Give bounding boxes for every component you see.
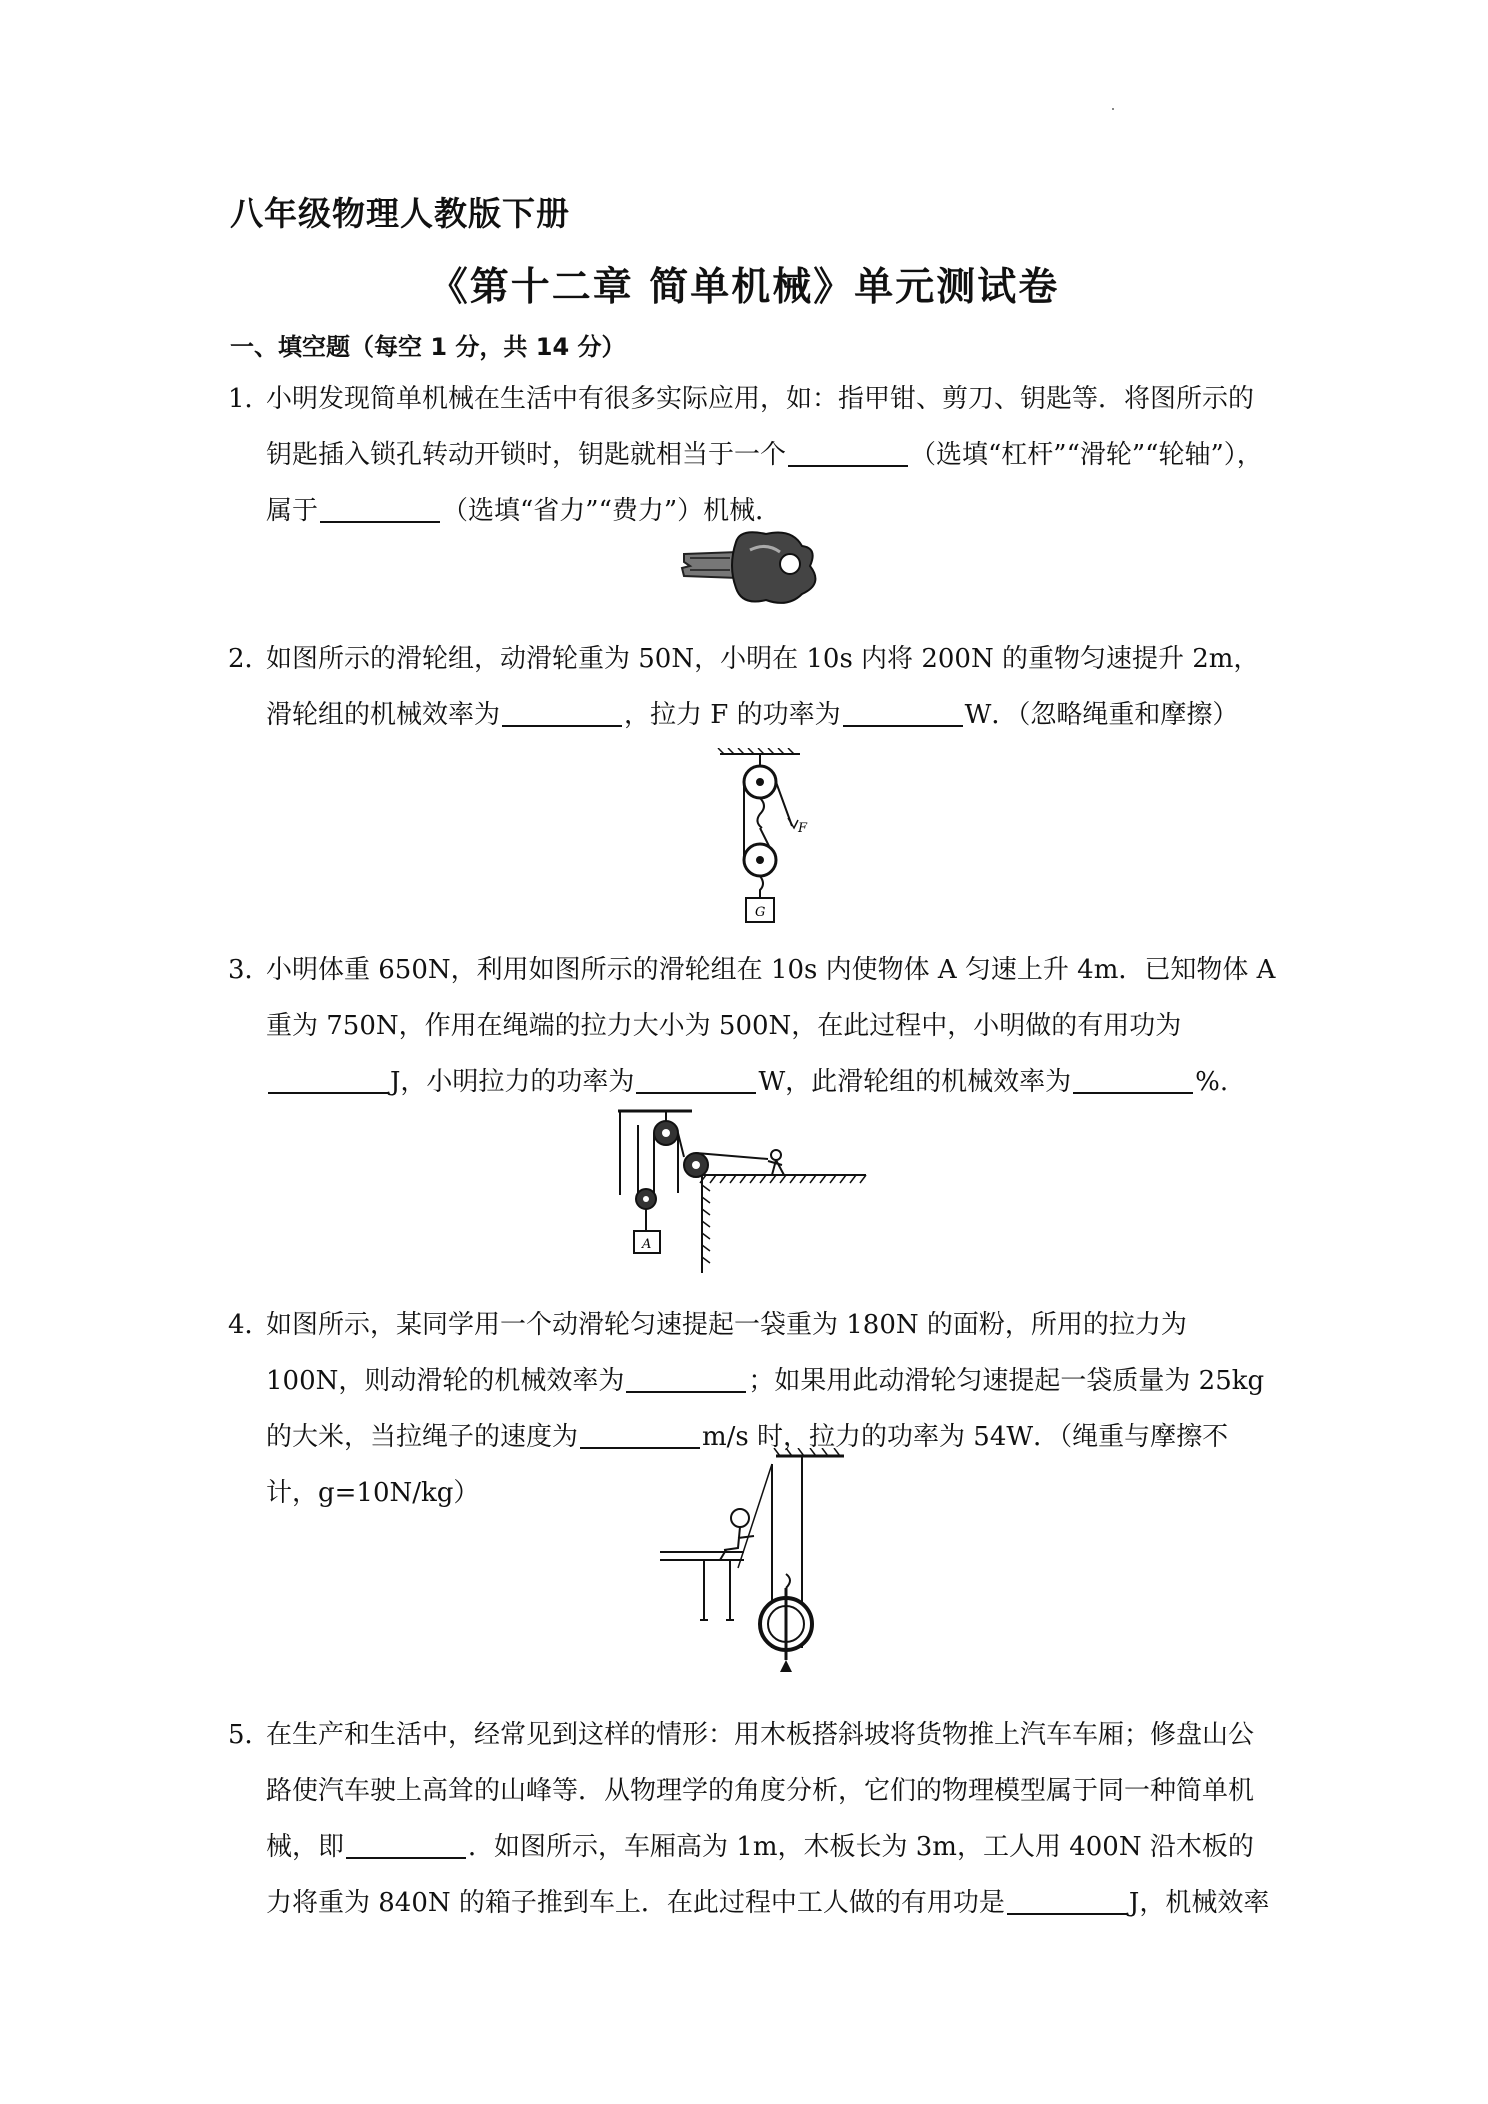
question-1 (228, 371, 1276, 539)
pulley-platform-figure (616, 1105, 876, 1275)
question-number: 3． (228, 955, 271, 985)
document-title: 《第十二章 简单机械》单元测试卷 (428, 265, 1060, 310)
question-number: 1． (228, 384, 271, 414)
page-speck (1112, 108, 1114, 110)
force-label: F (798, 821, 808, 836)
question-text: W．（忽略绳重和摩擦） (964, 700, 1239, 730)
section-heading: 一、填空题（每空 1 分，共 14 分） (230, 333, 626, 361)
answer-blank[interactable] (843, 695, 963, 727)
key-figure (680, 528, 830, 608)
question-text: （选填“杠杆”“滑轮”“轮轴”），属于 (266, 440, 1263, 526)
answer-blank[interactable] (1073, 1062, 1193, 1094)
question-2 (228, 631, 1276, 743)
object-label: A (642, 1237, 652, 1252)
movable-pulley-figure (660, 1448, 850, 1688)
question-text: ，拉力 F 的功率为 (624, 700, 841, 730)
question-text: m/s 时，拉力的功率为 54W．（绳重与摩擦不计，g=10N/kg） (266, 1422, 1229, 1508)
question-text: J，小明拉力的功率为 (390, 1067, 635, 1097)
question-text: %. (1195, 1067, 1229, 1097)
answer-blank[interactable] (626, 1361, 746, 1393)
question-5 (228, 1707, 1276, 1931)
question-3 (228, 942, 1276, 1110)
question-number: 4． (228, 1310, 271, 1340)
question-text: 在生产和生活中，经常见到这样的情形：用木板搭斜坡将货物推上汽车车厢；修盘山公路使汽车驶上高耸的山峰等．从物理学的角度分析，它们的物理模型属于同一种简单机械，即 (266, 1720, 1255, 1862)
question-text: 如图所示，某同学用一个动滑轮匀速提起一袋重为 180N 的面粉，所用的拉力为 100N，则动滑轮的机械效率为 (266, 1310, 1187, 1396)
answer-blank[interactable] (502, 695, 622, 727)
question-text: 小明发现简单机械在生活中有很多实际应用，如：指甲钳、剪刀、钥匙等．将图所示的钥匙插入锁孔转动开锁时，钥匙就相当于一个 (266, 384, 1255, 470)
question-text: ；如果用此动滑轮匀速提起一袋质量为 25kg 的大米，当拉绳子的速度为 (266, 1366, 1265, 1452)
question-number: 5． (228, 1720, 271, 1750)
question-text: ．如图所示，车厢高为 1m，木板长为 3m，工人用 400N 沿木板的力将重为 840N 的箱子推到车上．在此过程中工人做的有用功是 (266, 1832, 1254, 1918)
question-text: 小明体重 650N，利用如图所示的滑轮组在 10s 内使物体 A 匀速上升 4m．已知物体 A 重为 750N，作用在绳端的拉力大小为 500N，在此过程中，小明做的有用功为 (266, 955, 1276, 1041)
answer-blank[interactable] (268, 1062, 388, 1094)
question-text: （选填“省力”“费力”）机械． (442, 496, 782, 526)
weight-label: G (755, 905, 766, 920)
answer-blank[interactable] (1007, 1883, 1127, 1915)
question-number: 2． (228, 644, 271, 674)
pulley-block-figure (710, 748, 820, 928)
question-text: J，机械效率 (1128, 1888, 1270, 1918)
question-text: 如图所示的滑轮组，动滑轮重为 50N，小明在 10s 内将 200N 的重物匀速提升 2m，滑轮组的机械效率为 (266, 644, 1260, 730)
question-text: W，此滑轮组的机械效率为 (758, 1067, 1072, 1097)
answer-blank[interactable] (636, 1062, 756, 1094)
answer-blank[interactable] (346, 1827, 466, 1859)
answer-blank[interactable] (788, 435, 908, 467)
answer-blank[interactable] (580, 1417, 700, 1449)
answer-blank[interactable] (320, 491, 440, 523)
document-header: 八年级物理人教版下册 (230, 194, 570, 233)
